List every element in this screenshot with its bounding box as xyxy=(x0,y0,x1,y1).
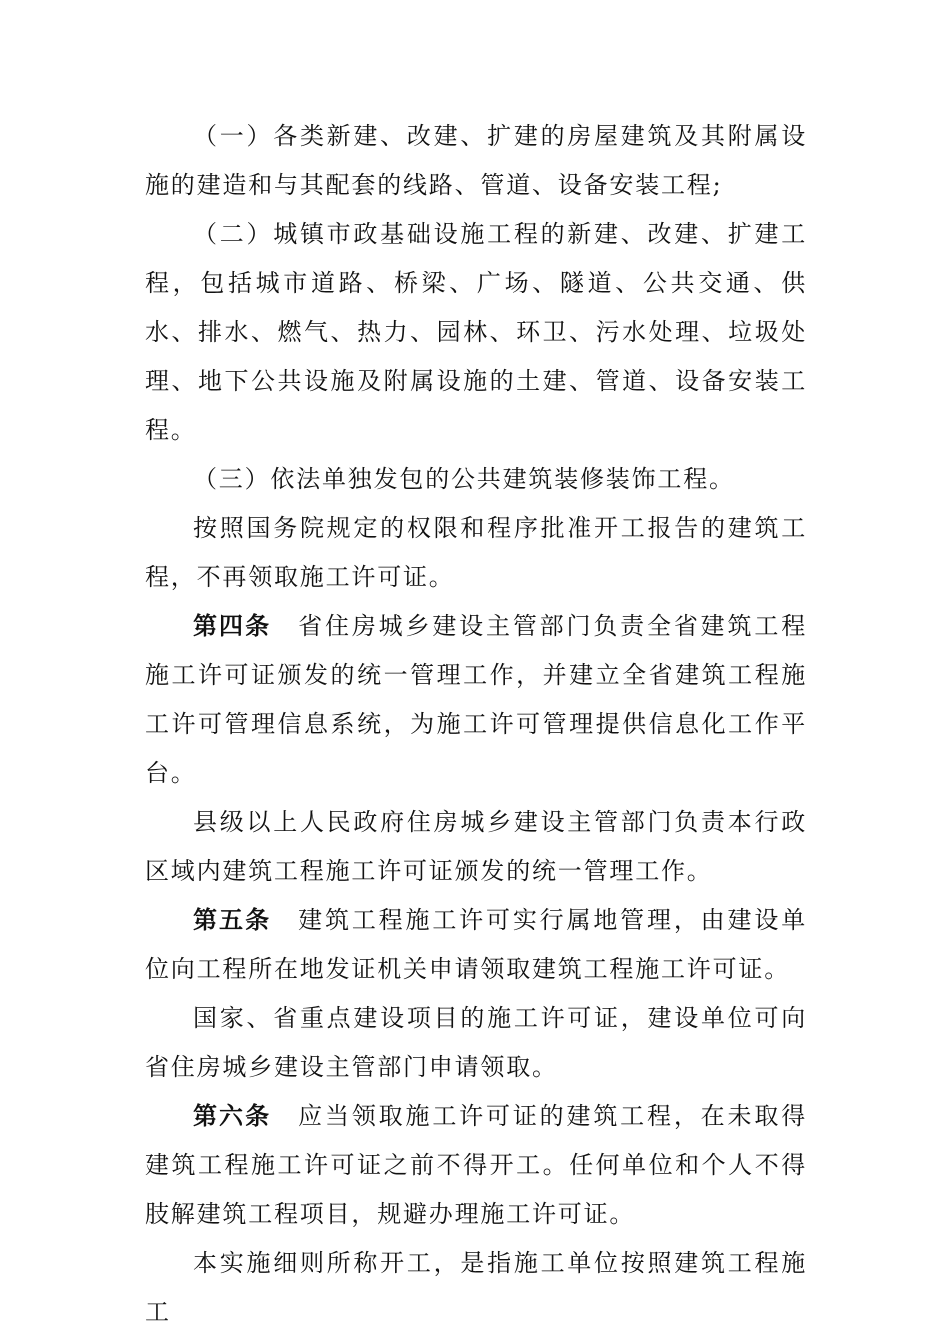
article-5 xyxy=(145,896,807,994)
paragraph-county-level xyxy=(145,798,807,896)
paragraph-key-projects xyxy=(145,994,807,1092)
paragraph-text: 国家、省重点建设项目的施工许可证，建设单位可向省住房城乡建设主管部门申请领取。 xyxy=(145,1004,807,1081)
paragraph-text: 本实施细则所称开工，是指施工单位按照建筑工程施工 xyxy=(145,1249,807,1326)
paragraph-text: （三）依法单独发包的公共建筑装修装饰工程。 xyxy=(193,465,735,493)
paragraph-text: 县级以上人民政府住房城乡建设主管部门负责本行政区域内建筑工程施工许可证颁发的统一管理工作。 xyxy=(145,808,807,885)
paragraph-definition xyxy=(145,1239,807,1337)
paragraph-text: 按照国务院规定的权限和程序批准开工报告的建筑工程，不再领取施工许可证。 xyxy=(145,514,807,591)
paragraph-text: 建筑工程施工许可实行属地管理，由建设单位向工程所在地发证机关申请领取建筑工程施工许可证。 xyxy=(145,906,807,983)
article-4-label: 第四条 xyxy=(193,612,272,640)
article-4 xyxy=(145,602,807,798)
paragraph-clause-1 xyxy=(145,112,807,210)
paragraph-clause-2 xyxy=(145,210,807,455)
article-6 xyxy=(145,1092,807,1239)
paragraph-clause-3 xyxy=(145,455,807,504)
paragraph-exemption xyxy=(145,504,807,602)
document-body xyxy=(145,112,807,1337)
article-6-label: 第六条 xyxy=(193,1102,272,1130)
paragraph-text: 省住房城乡建设主管部门负责全省建筑工程施工许可证颁发的统一管理工作，并建立全省建筑工程施工许可管理信息系统，为施工许可管理提供信息化工作平台。 xyxy=(145,612,807,787)
paragraph-text: 应当领取施工许可证的建筑工程，在未取得建筑工程施工许可证之前不得开工。任何单位和个人不得肢解建筑工程项目，规避办理施工许可证。 xyxy=(145,1102,807,1228)
article-5-label: 第五条 xyxy=(193,906,272,934)
paragraph-text: （二）城镇市政基础设施工程的新建、改建、扩建工程，包括城市道路、桥梁、广场、隧道、公共交通、供水、排水、燃气、热力、园林、环卫、污水处理、垃圾处理、地下公共设施及附属设施的土建、管道、设备安装工程。 xyxy=(145,220,807,444)
paragraph-text: （一）各类新建、改建、扩建的房屋建筑及其附属设施的建造和与其配套的线路、管道、设备安装工程; xyxy=(145,122,807,199)
